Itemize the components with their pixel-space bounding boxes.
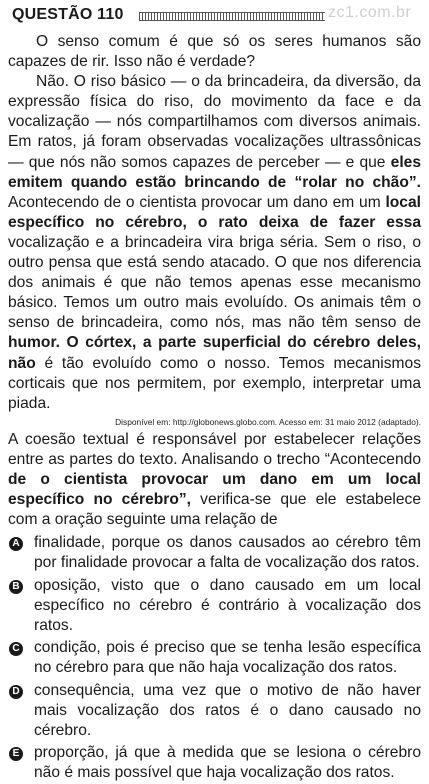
stem-text: A coesão textual é responsável por estabelecer relações entre as partes do texto. Analisando o trecho “Acontecendo: [8, 430, 421, 468]
option-e-text: proporção, já que à medida que se lesiona o cérebro não é mais possível que haja vocalização dos ratos.: [34, 744, 421, 782]
option-a[interactable]: [8, 533, 421, 573]
passage-highlight: eles emitem quando estão brincando de “rolar no chão”.: [8, 153, 421, 191]
passage-text: Não. O riso básico — o da brincadeira, da diversão, da expressão física do riso, do movimento da face e da vocalização — nós compartilhamos com diversos animais. Em ratos, já foram observadas vocalizações ultrassônicas — que nós não somos capazes de perceber — e que: [8, 73, 421, 171]
passage-highlight: humor. O córtex, a parte superficial do cérebro deles, não: [8, 334, 421, 372]
passage-source: Disponível em: http://globonews.globo.com. Acesso em: 31 maio 2012 (adaptado).: [115, 416, 421, 427]
passage-paragraph-2: [8, 72, 421, 414]
option-d-text: consequência, uma vez que o motivo de não haver mais vocalização dos ratos é o dano causado no cérebro.: [34, 681, 421, 740]
option-c-badge: C: [9, 642, 23, 656]
watermark: zc1.com.br: [328, 4, 412, 21]
option-a-badge: A: [9, 537, 23, 551]
question-header: [6, 0, 423, 26]
passage-text: Acontecendo de o cientista provocar um dano em um: [8, 193, 386, 211]
option-a-text: finalidade, porque os danos causados ao cérebro têm por finalidade provocar a falta de vocalização dos ratos.: [34, 534, 421, 572]
option-d-badge: D: [9, 685, 23, 699]
question-stem: [6, 430, 423, 530]
option-b-text: oposição, visto que o dano causado em um local específico no cérebro é contrário à vocalização dos ratos.: [34, 576, 421, 635]
option-b-badge: B: [9, 580, 23, 594]
passage: [6, 32, 423, 414]
passage-text: vocalização e a brincadeira vira briga séria. Sem o riso, o outro pensa que está sendo atacado. O que nos diferencia dos animais é que não temos apenas esse mecanismo básico. Temos um outro mais evoluído. Os animais têm o senso de brincadeira, como nós, mas não têm senso de: [8, 233, 421, 332]
passage-highlight: local específico no cérebro, o rato deixa de fazer essa: [8, 193, 421, 231]
stem-text: verifica-se que ele estabelece com a oração seguinte uma relação de: [8, 491, 421, 529]
option-e-badge: E: [9, 747, 23, 761]
passage-paragraph-1: O senso comum é que só os seres humanos são capazes de rir. Isso não é verdade?: [8, 33, 421, 71]
question-label: QUESTÃO 110: [12, 6, 124, 23]
option-b[interactable]: [8, 576, 421, 637]
option-d[interactable]: [8, 681, 421, 742]
stem-highlight: de o cientista provocar um dano em um local específico no cérebro”,: [8, 470, 421, 509]
answer-options: [6, 533, 423, 783]
option-c-text: condição, pois é preciso que se tenha lesão específica no cérebro para que não haja vocalização dos ratos.: [34, 639, 421, 677]
header-rule: [139, 12, 325, 21]
option-e[interactable]: [8, 743, 421, 783]
passage-text: é tão evoluído como o nosso. Temos mecanismos corticais que nos permitem, por exemplo, interpretar uma piada.: [8, 354, 421, 412]
option-c[interactable]: [8, 638, 421, 678]
